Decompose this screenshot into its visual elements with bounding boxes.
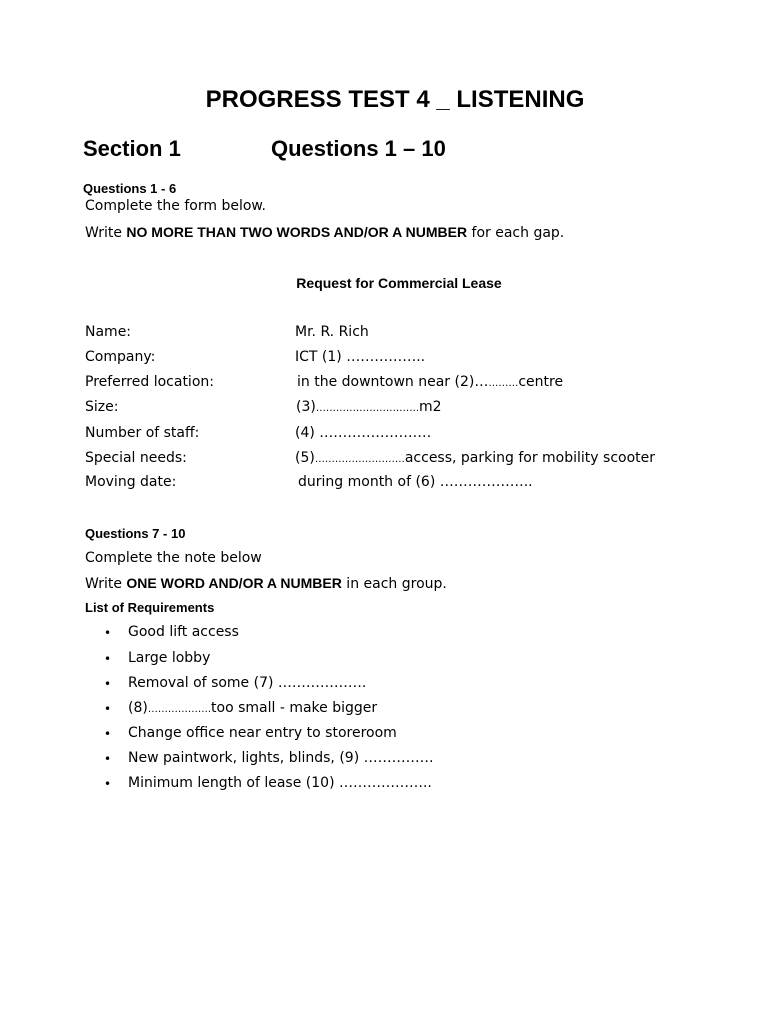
part2-heading: Questions 7 - 10 [85,526,186,541]
form-value-text: (5) [295,450,315,466]
list-item-text: Change office near entry to storeroom [128,725,397,741]
list-item-text: (8) [128,700,148,716]
bullet-icon: • [104,677,112,691]
list-item-text: Good lift access [128,624,239,640]
form-value-size [296,399,442,415]
bullet-icon: • [104,652,112,666]
list-item [128,700,377,716]
part2-write-line [85,575,447,592]
bullet-icon: • [104,702,112,716]
form-value-text: (4) …………………… [295,425,432,441]
form-value-text: Mr. R. Rich [295,324,369,340]
bullet-icon: • [104,752,112,766]
form-label-staff: Number of staff: [85,425,200,441]
list-item [128,675,366,691]
form-value-dots: …………………………. [315,403,420,414]
form-label-size: Size: [85,399,119,415]
form-value-post: access, parking for mobility scooter [404,450,656,466]
list-item-text: Large lobby [128,650,211,666]
form-value-post: m2 [419,399,442,415]
list-item [128,775,432,791]
part2-write-suffix: in each group. [341,576,447,592]
form-value-post: centre [518,374,564,390]
form-value-location [297,374,563,390]
form-label-location: Preferred location: [85,374,214,390]
form-value-company [295,349,425,365]
part2-write-prefix: Write [85,576,127,592]
list-item-text: Removal of some (7) ………………. [128,675,367,691]
list-item [128,624,239,640]
list-item-text: Minimum length of lease (10) ……………….. [128,775,432,791]
bullet-icon: • [104,727,112,741]
form-value-text: ICT (1) …………….. [295,349,426,365]
part1-write-suffix: for each gap. [467,225,565,241]
part1-write-prefix: Write [85,225,127,241]
section-questions: Questions 1 – 10 [271,136,446,161]
form-value-needs [295,450,655,466]
form-value-dots: ……………………… [314,454,405,465]
list-item-text: New paintwork, lights, blinds, (9) …………… [128,750,434,766]
form-label-name: Name: [85,324,132,340]
part1-heading: Questions 1 - 6 [83,181,177,196]
form-value-staff [295,425,431,441]
list-item-dots: ………………. [147,704,212,715]
form-value-moving [298,474,533,490]
list-item-post: too small - make bigger [211,700,378,716]
part1-write-bold: NO MORE THAN TWO WORDS AND/OR A NUMBER [126,224,468,240]
section-label: Section 1 [83,136,181,161]
list-item [128,650,210,666]
part1-instruction: Complete the form below. [85,198,267,214]
part1-write-line [85,224,564,241]
form-value-dots: ……… [488,378,519,389]
part2-instruction: Complete the note below [85,550,262,566]
form-value-text: (3) [296,399,316,415]
form-label-needs: Special needs: [85,450,187,466]
form-label-company: Company: [85,349,156,365]
form-value-name [295,324,369,340]
form-label-moving: Moving date: [85,474,177,490]
form-value-text: in the downtown near (2)… [297,374,489,390]
list-item [128,725,397,741]
form-title: Request for Commercial Lease [296,275,502,291]
bullet-icon: • [104,626,112,640]
part2-write-bold: ONE WORD AND/OR A NUMBER [126,575,342,591]
bullet-icon: • [104,777,112,791]
list-title: List of Requirements [85,600,215,615]
form-value-text: during month of (6) ……………….. [298,474,533,490]
list-item [128,750,434,766]
page-title: PROGRESS TEST 4 _ LISTENING [205,86,585,113]
